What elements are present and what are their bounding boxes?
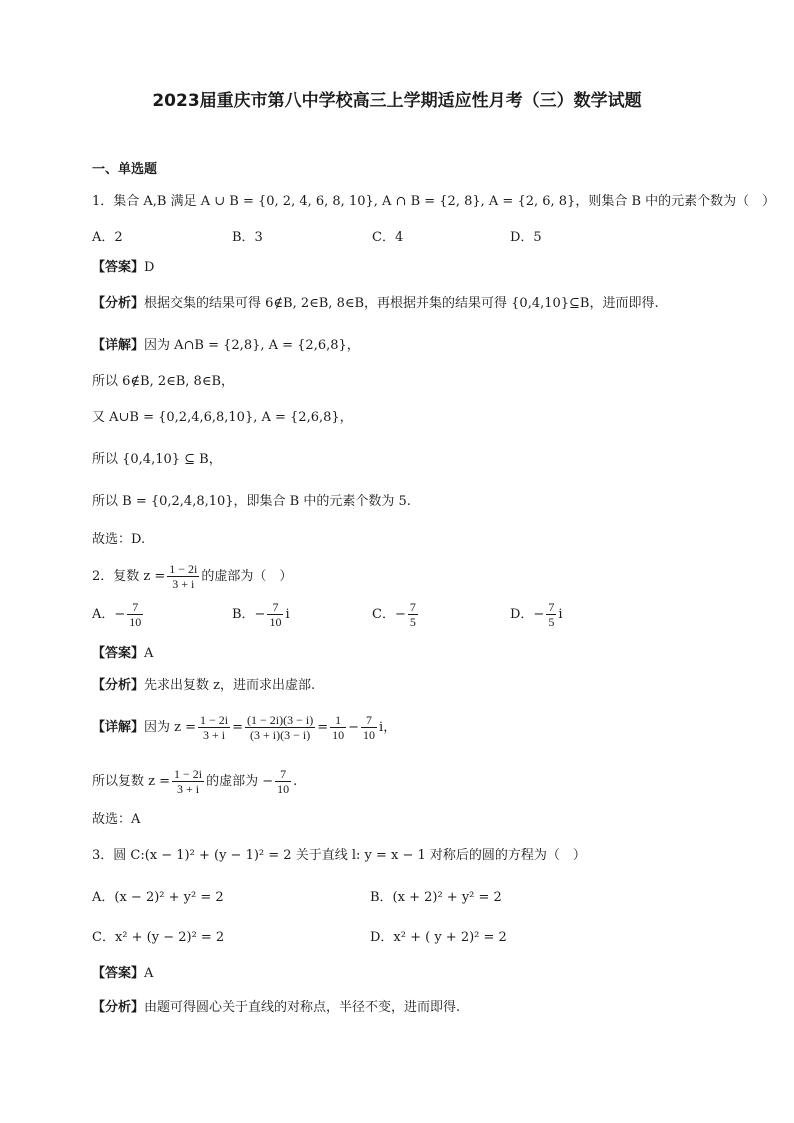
fraction-denominator: 10: [269, 615, 282, 629]
q2-option-b: [232, 600, 290, 630]
analysis-text: 由题可得圆心关于直线的对称点，半径不变，进而即得.: [144, 1000, 461, 1015]
option-label: D．−: [510, 607, 545, 622]
q3-answer: [92, 964, 153, 984]
fraction-denominator: 5: [548, 615, 555, 629]
fraction-numerator: 1 − 2i: [174, 767, 203, 781]
q2-option-d: [510, 600, 563, 630]
document-title: 2023届重庆市第八中学校高三上学期适应性月考（三）数学试题: [152, 91, 642, 111]
detail-prefix: 因为 z =: [144, 720, 197, 735]
analysis-text: 先求出复数 z，进而求出虚部.: [144, 678, 316, 693]
q1-option-c: C．4: [372, 230, 404, 245]
conclusion-prefix: 所以复数 z =: [92, 774, 171, 789]
conclusion-result-fraction: [275, 767, 291, 796]
analysis-tag: 【分析】: [92, 296, 145, 311]
analysis-tag: 【分析】: [92, 678, 145, 693]
fraction-numerator: 7: [280, 767, 287, 781]
q1-step-4: 所以 B = {0,2,4,8,10}，即集合 B 中的元素个数为 5.: [92, 494, 411, 509]
fraction-denominator: 10: [129, 615, 142, 629]
q2-stem-suffix: 的虚部为（ ）: [201, 569, 293, 584]
fraction-denominator: 3 + i: [172, 781, 204, 796]
answer-tag: 【答案】: [92, 966, 145, 981]
detail-minus: −: [348, 720, 360, 735]
fraction-denominator: 10: [363, 728, 376, 742]
option-suffix: i: [558, 607, 563, 622]
detail-tag: 【详解】: [92, 720, 145, 735]
fraction-denominator: 3 + i: [198, 727, 230, 742]
q1-option-b: B．3: [232, 230, 263, 245]
q3-analysis: [92, 998, 460, 1018]
fraction-denominator: 10: [332, 728, 345, 742]
q3-option-c: C．x² + (y − 2)² = 2: [92, 930, 225, 945]
q1-stem: 1．集合 A,B 满足 A ∪ B = {0, 2, 4, 6, 8, 10}, A ∩ B = {2, 8}, A = {2, 6, 8}，则集合 B 中的元素个数为（ ）: [92, 194, 776, 209]
q2-stem-prefix: 2．复数 z =: [92, 569, 166, 584]
option-label: B．−: [232, 607, 266, 622]
answer-tag: 【答案】: [92, 260, 145, 275]
q2-option-a: [92, 600, 145, 630]
q1-step-3: 所以 {0,4,10} ⊆ B，: [92, 452, 222, 467]
q1-analysis: [92, 294, 659, 314]
conclusion-fraction: [172, 767, 204, 796]
q2-option-c: [372, 600, 420, 630]
q2-stem-fraction: [167, 562, 199, 591]
section-heading: 一、单选题: [92, 162, 158, 177]
q2-analysis: [92, 676, 315, 696]
detail-tag: 【详解】: [92, 338, 145, 353]
conclusion-middle: 的虚部为 −: [206, 774, 274, 789]
fraction-denominator: (3 + i)(3 − i): [245, 727, 315, 742]
fraction-denominator: 3 + i: [167, 576, 199, 591]
fraction-numerator: 7: [409, 600, 416, 614]
fraction-numerator: 1: [335, 713, 342, 727]
q1-detail: [92, 336, 360, 356]
q2-choose: 故选：A: [92, 812, 141, 827]
q1-answer: [92, 258, 154, 278]
answer-tag: 【答案】: [92, 646, 145, 661]
fraction-numerator: 7: [272, 600, 279, 614]
detail-fraction-2: [245, 713, 315, 742]
detail-fraction-3: [330, 713, 346, 742]
q1-step-2: 又 A∪B = {0,2,4,6,8,10}, A = {2,6,8}，: [92, 410, 353, 425]
conclusion-suffix: .: [293, 774, 298, 789]
analysis-text: 根据交集的结果可得 6∉B, 2∈B, 8∈B，再根据并集的结果可得 {0,4,10}⊆B，进而即得.: [144, 296, 659, 311]
q3-option-b: B．(x + 2)² + y² = 2: [370, 890, 502, 905]
fraction-numerator: 7: [366, 713, 373, 727]
q3-option-d: D．x² + ( y + 2)² = 2: [370, 930, 507, 945]
q1-step-5: 故选：D.: [92, 532, 146, 547]
fraction-numerator: 1 − 2i: [200, 713, 229, 727]
q1-option-d: D．5: [510, 230, 542, 245]
q2-detail: 【详解】因为 z = $\frac{1 - 2i}{3 + i}$ = $\frac{(1 - 2i)(3 - i)}{(3 + i)(3 - i)}$ = $\frac{1}{10}$ − $\frac{7}{10}$ i，: [92, 713, 397, 742]
detail-suffix: i，: [379, 720, 397, 735]
fraction-numerator: (1 − 2i)(3 − i): [247, 713, 314, 727]
option-suffix: i: [285, 607, 290, 622]
q2-stem: [92, 562, 292, 592]
fraction-numerator: 7: [548, 600, 555, 614]
analysis-tag: 【分析】: [92, 1000, 145, 1015]
q3-option-a: A．(x − 2)² + y² = 2: [92, 890, 224, 905]
detail-fraction-1: [198, 713, 230, 742]
option-fraction: [408, 600, 418, 629]
fraction-numerator: 7: [132, 600, 139, 614]
q2-answer: [92, 644, 153, 664]
option-fraction: [546, 600, 556, 629]
option-fraction: [127, 600, 143, 629]
q3-stem: 3．圆 C:(x − 1)² + (y − 1)² = 2 关于直线 l: y = x − 1 对称后的圆的方程为（ ）: [92, 848, 586, 863]
answer-value: A: [144, 646, 154, 661]
fraction-denominator: 5: [409, 615, 416, 629]
detail-fraction-4: [361, 713, 377, 742]
option-fraction: [267, 600, 283, 629]
option-label: C．−: [372, 607, 406, 622]
option-label: A．−: [92, 607, 126, 622]
q1-option-a: A．2: [92, 230, 123, 245]
q1-step-1: 所以 6∉B, 2∈B, 8∈B，: [92, 374, 235, 389]
q2-conclusion: [92, 766, 297, 798]
detail-text: 因为 A∩B = {2,8}, A = {2,6,8}，: [144, 338, 360, 353]
answer-value: D: [144, 260, 155, 275]
fraction-numerator: 1 − 2i: [169, 562, 198, 576]
answer-value: A: [144, 966, 154, 981]
fraction-denominator: 10: [277, 782, 290, 796]
